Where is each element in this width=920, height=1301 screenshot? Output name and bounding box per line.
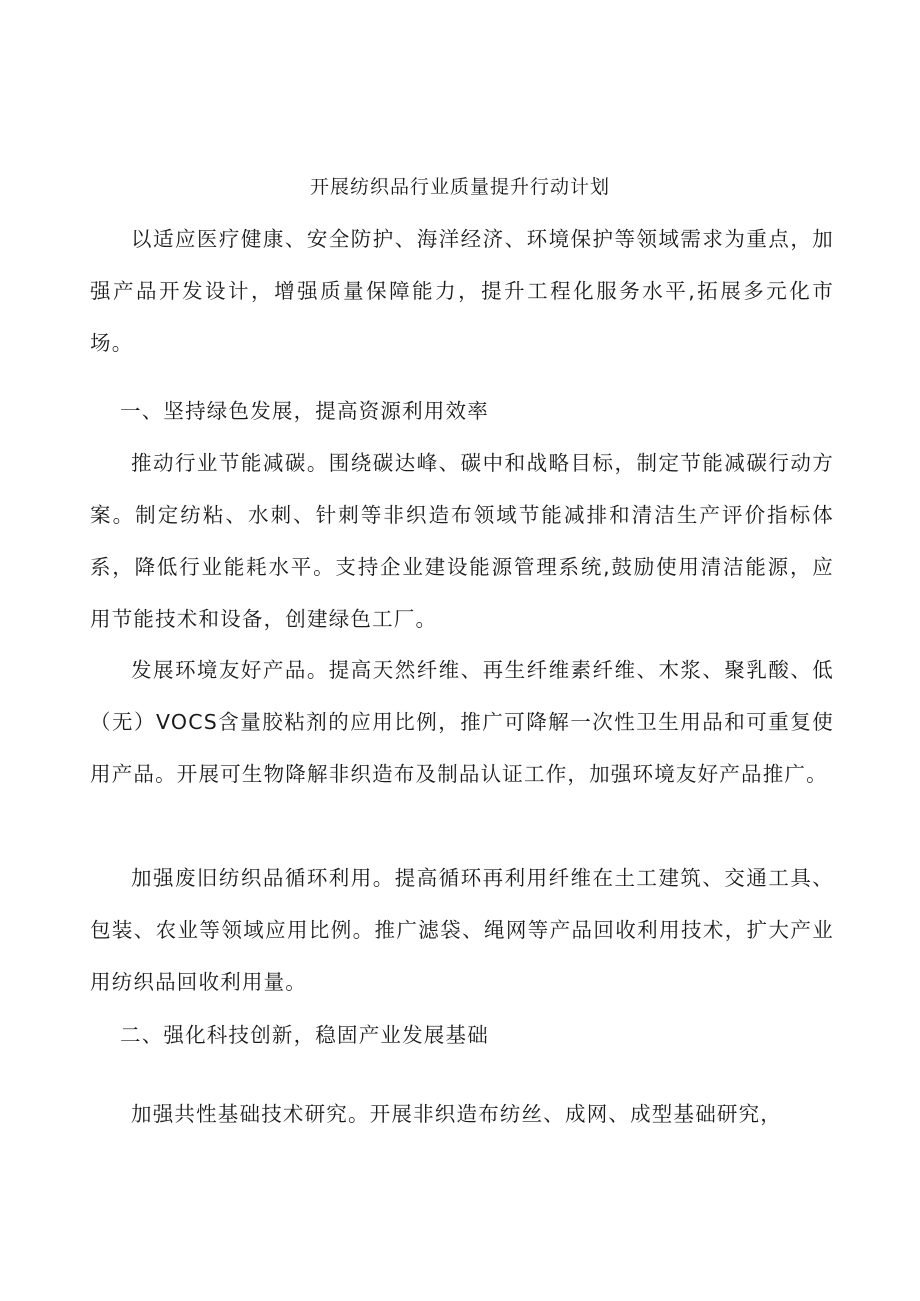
intro-paragraph: 以适应医疗健康、安全防护、海洋经济、环境保护等领域需求为重点，加强产品开发设计，增强质量保障能力，提升工程化服务水平,拓展多元化市场。 (90, 227, 834, 355)
document-title: 开展纺织品行业质量提升行动计划 (309, 176, 610, 198)
section1-heading: 一、坚持绿色发展，提高资源利用效率 (120, 399, 489, 423)
section1-paragraph-1: 推动行业节能减碳。围绕碳达峰、碳中和战略目标，制定节能减碳行动方案。制定纺粘、水刺、针刺等非织造布领域节能减排和清洁生产评价指标体系，降低行业能耗水平。支持企业建设能源管理系统,鼓励使用清洁能源，应用节能技术和设备，创建绿色工厂。 (90, 451, 834, 631)
section1-paragraph-3: 加强废旧纺织品循环利用。提高循环再利用纤维在土工建筑、交通工具、包装、农业等领域应用比例。推广滤袋、绳网等产品回收利用技术，扩大产业用纺织品回收利用量。 (90, 866, 834, 994)
section2-paragraph-1: 加强共性基础技术研究。开展非织造布纺丝、成网、成型基础研究， (131, 1102, 782, 1126)
section1-paragraph-2: 发展环境友好产品。提高天然纤维、再生纤维素纤维、木浆、聚乳酸、低（无）VOCS含量胶粘剂的应用比例，推广可降解一次性卫生用品和可重复使用产品。开展可生物降解非织造布及制品认证工作，加强环境友好产品推广。 (90, 658, 834, 786)
section2-heading: 二、强化科技创新，稳固产业发展基础 (120, 1023, 489, 1047)
